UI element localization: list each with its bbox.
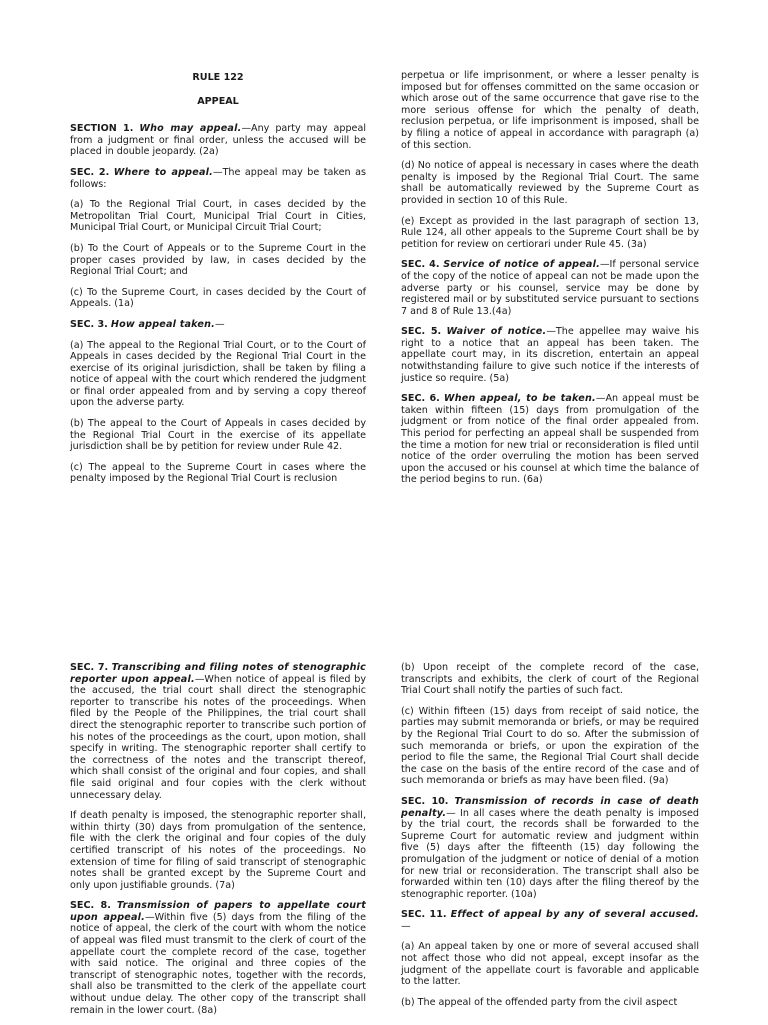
section-8-label: SEC. 8.: [70, 900, 111, 912]
section-5-paragraph: [401, 326, 699, 384]
section-7-text: —When notice of appeal is filed by the accused, the trial court shall direct the stenographic reporter to transcribe his notes of the proceedings. When filed by the People of the Philippines, the trial court shall direct the stenographic reporter to transcribe such portion of his notes of the proceedings as the court, upon motion, shall specify in writing. The stenographic reporter shall certify to the correctness of the notes and the transcript thereof, which shall consist of the original and four copies, and shall file said original and four copies with the clerk without unnecessary delay.: [70, 673, 366, 801]
section-11-title: Effect of appeal by any of several accused.: [450, 909, 699, 921]
section-3-item-c: (c) The appeal to the Supreme Court in cases where the penalty imposed by the Regional Trial Court is reclusion: [70, 461, 366, 485]
bottom-left-column: [70, 662, 366, 1025]
section-3-item-a: (a) The appeal to the Regional Trial Court, or to the Court of Appeals in cases decided by the Regional Trial Court in the exercise of its original jurisdiction, shall be taken by filing a notice of appeal with the court which rendered the judgment or final order appealed from and by serving a copy thereof upon the adverse party.: [70, 339, 366, 409]
section-4-paragraph: [401, 259, 699, 317]
section-5-text: —The appellee may waive his right to a notice that an appeal has been taken. The appellate court may, in its discretion, entertain an appeal notwithstanding failure to give such notice if the interests of justice so require. (5a): [401, 326, 699, 384]
section-10-text: — In all cases where the death penalty is imposed by the trial court, the records shall be forwarded to the Supreme Court for automatic review and judgment within five (5) days after the fifteenth (15) day following the promulgation of the judgment or notice of denial of a motion for new trial or reconsideration. The transcript shall also be forwarded within ten (10) days after the filing thereof by the stenographic reporter. (10a): [401, 807, 699, 900]
section-1-title: Who may appeal.: [139, 123, 242, 135]
section-11-text: —: [401, 920, 411, 932]
section-3-item-b: (b) The appeal to the Court of Appeals in cases decided by the Regional Trial Court in the exercise of its appellate jurisdiction shall be by petition for review under Rule 42.: [70, 418, 366, 453]
section-9-item-c: (c) Within fifteen (15) days from receipt of said notice, the parties may submit memoranda or briefs, or may be required by the Regional Trial Court to do so. After the submission of such memoranda or briefs, or upon the expiration of the period to file the same, the Regional Trial Court shall decide the case on the basis of the entire record of the case and of such memoranda or briefs as may have been filed. (9a): [401, 705, 699, 787]
section-7-label: SEC. 7.: [70, 662, 109, 673]
section-2-label: SEC. 2.: [70, 166, 110, 178]
section-5-label: SEC. 5.: [401, 326, 442, 338]
rule-subtitle: APPEAL: [197, 95, 239, 107]
section-3-text: —: [215, 318, 225, 330]
section-1-paragraph: [70, 123, 366, 158]
top-left-column: [70, 72, 366, 494]
section-6-label: SEC. 6.: [401, 393, 440, 405]
section-6-paragraph: [401, 393, 699, 486]
section-11-label: SEC. 11.: [401, 909, 447, 921]
section-10-label: SEC. 10.: [401, 795, 449, 807]
section-1-text: —Any party may appeal from a judgment or final order, unless the accused will be placed in double jeopardy. (2a): [70, 123, 367, 158]
section-2-paragraph: [70, 167, 366, 190]
section-11-paragraph: [401, 909, 699, 932]
section-11-item-a: (a) An appeal taken by one or more of several accused shall not affect those who did not appeal, except insofar as the judgment of the appellate court is favorable and applicable to the latter.: [401, 941, 699, 988]
section-2-item-c: (c) To the Supreme Court, in cases decided by the Court of Appeals. (1a): [70, 286, 366, 310]
section-11-item-b: (b) The appeal of the offended party from the civil aspect: [401, 996, 678, 1008]
section-9-item-b: (b) Upon receipt of the complete record of the case, transcripts and exhibits, the clerk of court of the Regional Trial Court shall notify the parties of such fact.: [401, 662, 699, 697]
section-10-title: Transmission of records in case of death penalty.: [401, 795, 700, 819]
section-3-title: How appeal taken.: [110, 318, 215, 330]
section-10-paragraph: [401, 796, 699, 900]
bottom-right-column: [401, 662, 699, 1017]
section-4-text: —If personal service of the copy of the notice of appeal can not be made upon the adverse party or his counsel, service may be done by registered mail or by substituted service pursuant to sections 7 and 8 of Rule 13.(4a): [401, 259, 699, 317]
section-3-continued: perpetua or life imprisonment, or where a lesser penalty is imposed but for offenses committed on the same occasion or which arose out of the same occurrence that gave rise to the more serious offense for which the penalty of death, reclusion perpetua, or life imprisonment is imposed, shall be by filing a notice of appeal in accordance with paragraph (a) of this section.: [401, 70, 699, 151]
section-2-item-b: (b) To the Court of Appeals or to the Supreme Court in the proper cases provided by law, in cases decided by the Regional Trial Court; and: [70, 242, 366, 278]
section-1-label: SECTION 1.: [70, 123, 134, 135]
section-3-item-e: (e) Except as provided in the last paragraph of section 13, Rule 124, all other appeals to the Supreme Court shall be by petition for review on certiorari under Rule 45. (3a): [401, 215, 699, 250]
section-5-title: Waiver of notice.: [446, 326, 547, 338]
rule-title: RULE 122: [192, 72, 244, 83]
section-8-text: —Within five (5) days from the filing of the notice of appeal, the clerk of the court with whom the notice of appeal was filed must transmit to the clerk of court of the appellate court the complete record of the case, together with said notice. The original and three copies of the transcript of stenographic notes, together with the records, shall also be transmitted to the clerk of the appellate court without undue delay. The other copy of the transcript shall remain in the lower court. (8a): [70, 911, 366, 1016]
section-2-text: —The appeal may be taken as follows:: [70, 166, 366, 190]
top-right-column: [401, 70, 699, 495]
section-8-paragraph: [70, 900, 366, 1016]
section-2-item-a: (a) To the Regional Trial Court, in cases decided by the Metropolitan Trial Court, Municipal Trial Court in Cities, Municipal Trial Court, or Municipal Circuit Trial Court;: [70, 199, 366, 234]
section-6-title: When appeal, to be taken.: [443, 393, 596, 405]
section-3-label: SEC. 3.: [70, 318, 108, 330]
section-8-title: Transmission of papers to appellate court upon appeal.: [70, 900, 366, 923]
section-7-death-penalty: If death penalty is imposed, the stenographic reporter shall, within thirty (30) days from promulgation of the sentence, file with the clerk the original and four copies of the duly certified transcript of his notes of the proceedings. No extension of time for filing of said transcript of stenographic notes shall be granted except by the Supreme Court and only upon justifiable grounds. (7a): [70, 810, 366, 891]
section-4-label: SEC. 4.: [401, 259, 440, 271]
section-7-title: Transcribing and filing notes of stenographic reporter upon appeal.: [70, 662, 366, 685]
section-3-item-d: (d) No notice of appeal is necessary in cases where the death penalty is imposed by the Regional Trial Court. The same shall be automatically reviewed by the Supreme Court as provided in section 10 of this Rule.: [401, 160, 699, 206]
section-4-title: Service of notice of appeal.: [443, 259, 600, 271]
section-7-paragraph: [70, 662, 366, 801]
section-2-title: Where to appeal.: [113, 166, 213, 178]
section-6-text: —An appeal must be taken within fifteen (15) days from promulgation of the judgment or from notice of the final order appealed from. This period for perfecting an appeal shall be suspended from the time a motion for new trial or reconsideration is filed until notice of the order overruling the motion has been served upon the accused or his counsel at which time the balance of the period begins to run. (6a): [401, 393, 699, 486]
section-3-paragraph: [70, 319, 366, 331]
